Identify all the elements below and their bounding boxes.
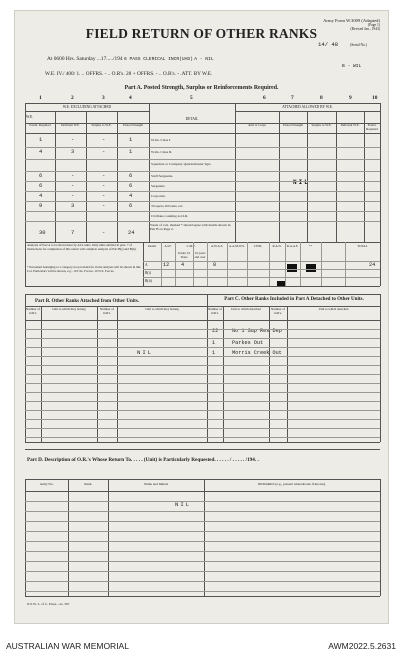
row-value: 6 bbox=[129, 173, 133, 179]
row-value: 6 bbox=[39, 173, 43, 179]
part-bc-row-line bbox=[25, 356, 380, 357]
part-d-header-2: Name and Initials bbox=[143, 482, 169, 486]
part-d-border bbox=[25, 479, 26, 596]
part-d-nil: NIL bbox=[175, 501, 192, 508]
part-bc-row-line bbox=[25, 392, 380, 393]
analysis-header-0: Detail bbox=[148, 244, 156, 248]
column-number: 9 bbox=[349, 95, 352, 101]
left-header-0: Estabt. Required bbox=[29, 123, 51, 127]
part-d-row-line bbox=[25, 531, 380, 532]
part-b-header-1: Unit to which they belong bbox=[52, 307, 86, 311]
redaction-block bbox=[277, 281, 285, 286]
part-c-title: Part C. Other Ranks Included in Part A Detached to Other Units. bbox=[224, 297, 364, 302]
part-d-divider bbox=[108, 479, 109, 596]
column-number: 7 bbox=[291, 95, 294, 101]
row-value: - bbox=[71, 193, 75, 199]
analysis-note: Analysis of Part A to be shown here by ALL units. Only units entitled in para. 7 of instructions for completion of this return will complete analysis of Part B(i) and B(ii). bbox=[27, 243, 137, 251]
part-c-header-1: Unit to which detached bbox=[231, 307, 261, 311]
analysis-total: 24 bbox=[369, 262, 376, 268]
part-d-row-line bbox=[25, 541, 380, 542]
part-b-header-3: Unit to which they belong bbox=[145, 307, 179, 311]
column-number: 3 bbox=[102, 95, 105, 101]
analysis-divider bbox=[285, 242, 286, 286]
form-revised: (Revised Jan., 1943) bbox=[350, 27, 380, 32]
column-number: 5 bbox=[190, 95, 193, 101]
part-c-entry-num: 1 bbox=[212, 340, 216, 346]
row-detail: W.Os. Class II. bbox=[151, 150, 173, 154]
row-divider bbox=[25, 159, 380, 160]
part-d-header-0: Army No. bbox=[39, 482, 54, 486]
column-divider bbox=[307, 111, 308, 242]
column-divider bbox=[86, 111, 87, 242]
part-b-nil: NIL bbox=[137, 349, 154, 356]
part-bc-row-line bbox=[25, 365, 380, 366]
row-value: - bbox=[102, 173, 106, 179]
part-d-border bbox=[380, 479, 381, 596]
row-value: - bbox=[71, 137, 75, 143]
analysis-divider bbox=[175, 242, 176, 286]
analysis-row-divider bbox=[143, 277, 380, 278]
row-value: 6 bbox=[129, 183, 133, 189]
part-d-title: Part D. Description of O.R.'s Whose Return To. . . . . (Unit) is Particularly Requested. . . . . . / . . . . . /194. . bbox=[27, 457, 259, 463]
form-page: (Page 1) bbox=[367, 23, 380, 28]
part-c-header-3: Unit to which detached bbox=[318, 307, 349, 311]
personnel-note: * Personnel belonging to a category not provided for in the analysis will be shown in this Col. Particulars will be shown, e.g., 10 U.K. Forces, 10 N.Z. Forces. bbox=[27, 265, 141, 273]
part-bc-header-line bbox=[25, 306, 380, 307]
analysis-awas: 8 bbox=[213, 262, 217, 268]
analysis-header-6: A.A.M.W.S. bbox=[229, 244, 245, 248]
header-divider bbox=[235, 111, 380, 112]
part-c-entry-unit: Morris Creek Out bbox=[232, 350, 282, 356]
part-bc-row-line bbox=[25, 437, 380, 438]
column-number: 10 bbox=[372, 95, 378, 101]
analysis-divider bbox=[269, 242, 270, 286]
analysis-row-label: B(ii) bbox=[145, 279, 152, 283]
analysis-aif: 12 bbox=[163, 262, 170, 268]
row-divider bbox=[25, 221, 380, 222]
row-value: - bbox=[102, 203, 106, 209]
row-value: 9 bbox=[39, 203, 43, 209]
column-divider bbox=[336, 111, 337, 242]
analysis-row-label: A bbox=[145, 263, 148, 267]
part-d-divider bbox=[68, 479, 69, 596]
row-detail: Civilians counting as O.R. bbox=[151, 214, 189, 218]
row-value: 1 bbox=[129, 149, 133, 155]
analysis-divider bbox=[207, 242, 208, 286]
row-value: - bbox=[102, 149, 106, 155]
row-value: 3 bbox=[71, 149, 75, 155]
analysis-divider bbox=[321, 242, 322, 286]
row-divider bbox=[25, 171, 380, 172]
footer-left: AUSTRALIAN WAR MEMORIAL bbox=[6, 641, 129, 651]
totals-note: Totals of cols. marked * should agree with details shown in Part B on Page 2. bbox=[150, 223, 231, 231]
part-d-line bbox=[25, 479, 380, 480]
analysis-divider bbox=[345, 242, 346, 286]
row-value: - bbox=[102, 137, 106, 143]
report-line-2: W.E. IV./ 400/ 1. .. OFFRS. - .. O.R's. 28 + OFFRS. - .. O.R's. - .ATT. BY W.E. bbox=[45, 71, 213, 77]
row-divider bbox=[25, 211, 380, 212]
column-divider bbox=[364, 111, 365, 242]
column-number: 2 bbox=[71, 95, 74, 101]
line1-b: B - WIL bbox=[342, 64, 362, 69]
part-d-divider bbox=[204, 479, 205, 596]
right-header-3: Deficient W.E. bbox=[340, 123, 360, 127]
part-a-nil: NIL bbox=[293, 179, 310, 186]
row-detail: W.Os. Class I. bbox=[151, 138, 171, 142]
line1-typed: 6 PASS CLERICAL INCR(UAD) bbox=[124, 57, 193, 62]
column-divider bbox=[279, 111, 280, 242]
part-d-row-line bbox=[25, 581, 380, 582]
row-value: - bbox=[71, 183, 75, 189]
left-header-1: Deficient W.E. bbox=[61, 123, 80, 127]
header-divider bbox=[25, 111, 149, 112]
analysis-divider bbox=[227, 242, 228, 286]
footer-right: AWM2022.5.2631 bbox=[328, 641, 396, 651]
row-value: - bbox=[102, 183, 106, 189]
row-value: 4 bbox=[39, 149, 43, 155]
row-value: 6 bbox=[39, 183, 43, 189]
column-number: 4 bbox=[129, 95, 132, 101]
row-divider bbox=[25, 181, 380, 182]
part-c-entry-num: 22 bbox=[212, 328, 219, 334]
analysis-row-label: B(i) bbox=[145, 271, 151, 275]
part-d-row-line bbox=[25, 561, 380, 562]
serial-label: (Serial No.) bbox=[350, 43, 367, 47]
part-bc-row-line bbox=[25, 410, 380, 411]
part-c-entry-unit: Parkes Out bbox=[232, 340, 264, 346]
part-bc-header-line bbox=[25, 320, 380, 321]
row-detail: Squadron or Company Quartermaster Sgts. bbox=[151, 162, 212, 166]
right-header-2: Surplus to W.E. bbox=[311, 123, 332, 127]
we-label: W.E. bbox=[26, 115, 34, 119]
row-detail: Sergeants. bbox=[151, 184, 166, 188]
analysis-header-11: TOTAL bbox=[357, 244, 368, 248]
redaction-block bbox=[287, 264, 297, 272]
row-value: 4 bbox=[39, 193, 43, 199]
part-bc-row-line bbox=[25, 401, 380, 402]
row-detail: Troopers, Privates, etc. bbox=[151, 204, 184, 208]
row-value: 3 bbox=[71, 203, 75, 209]
attached-allowed-label: ATTACHED ALLOWED BY W.E. bbox=[282, 105, 333, 109]
part-b-title: Part B. Other Ranks Attached from Other Units. bbox=[35, 299, 140, 304]
analysis-header-3: Under 19 Years bbox=[178, 251, 190, 259]
total-c4: 24 bbox=[128, 230, 135, 236]
part-c-entry-unit: No 1 Sup Res Dep bbox=[232, 328, 282, 334]
analysis-cmf: 4 bbox=[181, 262, 185, 268]
row-value: 6 bbox=[129, 203, 133, 209]
analysis-row-divider bbox=[143, 261, 380, 262]
part-bc-row-line bbox=[25, 329, 380, 330]
form-title: FIELD RETURN OF OTHER RANKS bbox=[85, 26, 318, 41]
part-c-entry-num: 1 bbox=[212, 350, 216, 356]
column-number: 6 bbox=[263, 95, 266, 101]
part-bc-row-line bbox=[25, 347, 380, 348]
column-divider bbox=[117, 111, 118, 242]
row-value: 4 bbox=[129, 193, 133, 199]
part-a-title: Part A. Posted Strength, Surplus or Reinforcements Required. bbox=[124, 85, 279, 91]
total-c3: - bbox=[102, 230, 106, 236]
analysis-header-8: R.A.N. bbox=[272, 244, 282, 248]
part-d-row-line bbox=[25, 511, 380, 512]
row-value: - bbox=[71, 173, 75, 179]
row-divider bbox=[25, 201, 380, 202]
analysis-header-7: CIVIL bbox=[253, 244, 263, 248]
part-d-line bbox=[25, 596, 380, 597]
analysis-divider bbox=[193, 242, 194, 286]
part-bc-row-line bbox=[25, 383, 380, 384]
row-divider bbox=[25, 147, 380, 148]
row-detail: Corporals. bbox=[151, 194, 166, 198]
form-id: Army Form W.3009 (Adapted) bbox=[323, 18, 380, 23]
analysis-header-10: ** bbox=[308, 244, 313, 248]
part-d-row-line bbox=[25, 571, 380, 572]
right-header-0: Arm or Corps bbox=[248, 123, 266, 127]
row-value: - bbox=[102, 193, 106, 199]
redaction-block bbox=[306, 264, 316, 272]
analysis-divider bbox=[247, 242, 248, 286]
analysis-divider bbox=[161, 242, 162, 286]
part-b-header-0: Number of O.R's. bbox=[26, 307, 40, 315]
part-c-header-0: Number of O.R's. bbox=[208, 307, 222, 315]
part-d-header-1: Rank bbox=[84, 482, 92, 486]
row-value: 1 bbox=[39, 137, 43, 143]
line1-prefix: At 0600 Hrs. Saturday bbox=[47, 56, 96, 62]
analysis-divider bbox=[300, 242, 301, 286]
part-d-header-3: REMARKS (e.g., present whereabouts if known). bbox=[258, 482, 326, 486]
left-header-3: Posted Strength bbox=[122, 123, 144, 127]
part-d-row-line bbox=[25, 591, 380, 592]
line1-dots: ...17...../194 bbox=[96, 56, 123, 62]
column-divider bbox=[55, 111, 56, 242]
analysis-header-5: A.W.A.S. bbox=[210, 244, 224, 248]
analysis-header-2: C.M.F. bbox=[186, 244, 196, 248]
report-line-1 bbox=[47, 56, 214, 62]
total-c1: 30 bbox=[39, 230, 46, 236]
printer-line: N.S.W. L. of C. Press—2s. 307. bbox=[27, 602, 71, 606]
column-number: 8 bbox=[320, 95, 323, 101]
part-d-row-line bbox=[25, 521, 380, 522]
total-c2: 7 bbox=[71, 230, 75, 236]
row-divider bbox=[25, 191, 380, 192]
analysis-header-1: A.I.F. bbox=[164, 244, 172, 248]
part-d-line bbox=[25, 491, 380, 492]
part-d-row-line bbox=[25, 551, 380, 552]
part-b-header-2: Number of O.R's. bbox=[100, 307, 114, 315]
part-bc-row-line bbox=[25, 428, 380, 429]
form-sheet bbox=[14, 10, 389, 624]
right-header-4: Estabt. Required bbox=[366, 123, 378, 131]
row-value: 1 bbox=[129, 137, 133, 143]
part-d-row-line bbox=[25, 501, 380, 502]
column-number: 1 bbox=[39, 95, 42, 101]
part-bc-row-line bbox=[25, 338, 380, 339]
analysis-header-9: R.A.A.F. bbox=[286, 244, 299, 248]
row-detail: Staff Sergeants. bbox=[151, 174, 174, 178]
left-header-2: Surplus to W.E. bbox=[91, 123, 112, 127]
analysis-header-4: 19 years and over bbox=[194, 251, 206, 259]
part-bc-row-line bbox=[25, 419, 380, 420]
part-bc-row-line bbox=[25, 374, 380, 375]
we-excluding-label: W.E. EXCLUDING ATTACHED bbox=[62, 105, 112, 109]
right-header-1: Posted Strength bbox=[282, 123, 304, 127]
date-fill: 14/ 48 bbox=[318, 41, 339, 48]
detail-label: DETAIL bbox=[185, 117, 199, 121]
analysis-row-divider bbox=[143, 269, 380, 270]
line1-suffix: A - NIL bbox=[194, 57, 214, 62]
part-c-header-2: Number of O.R's. bbox=[271, 307, 285, 315]
